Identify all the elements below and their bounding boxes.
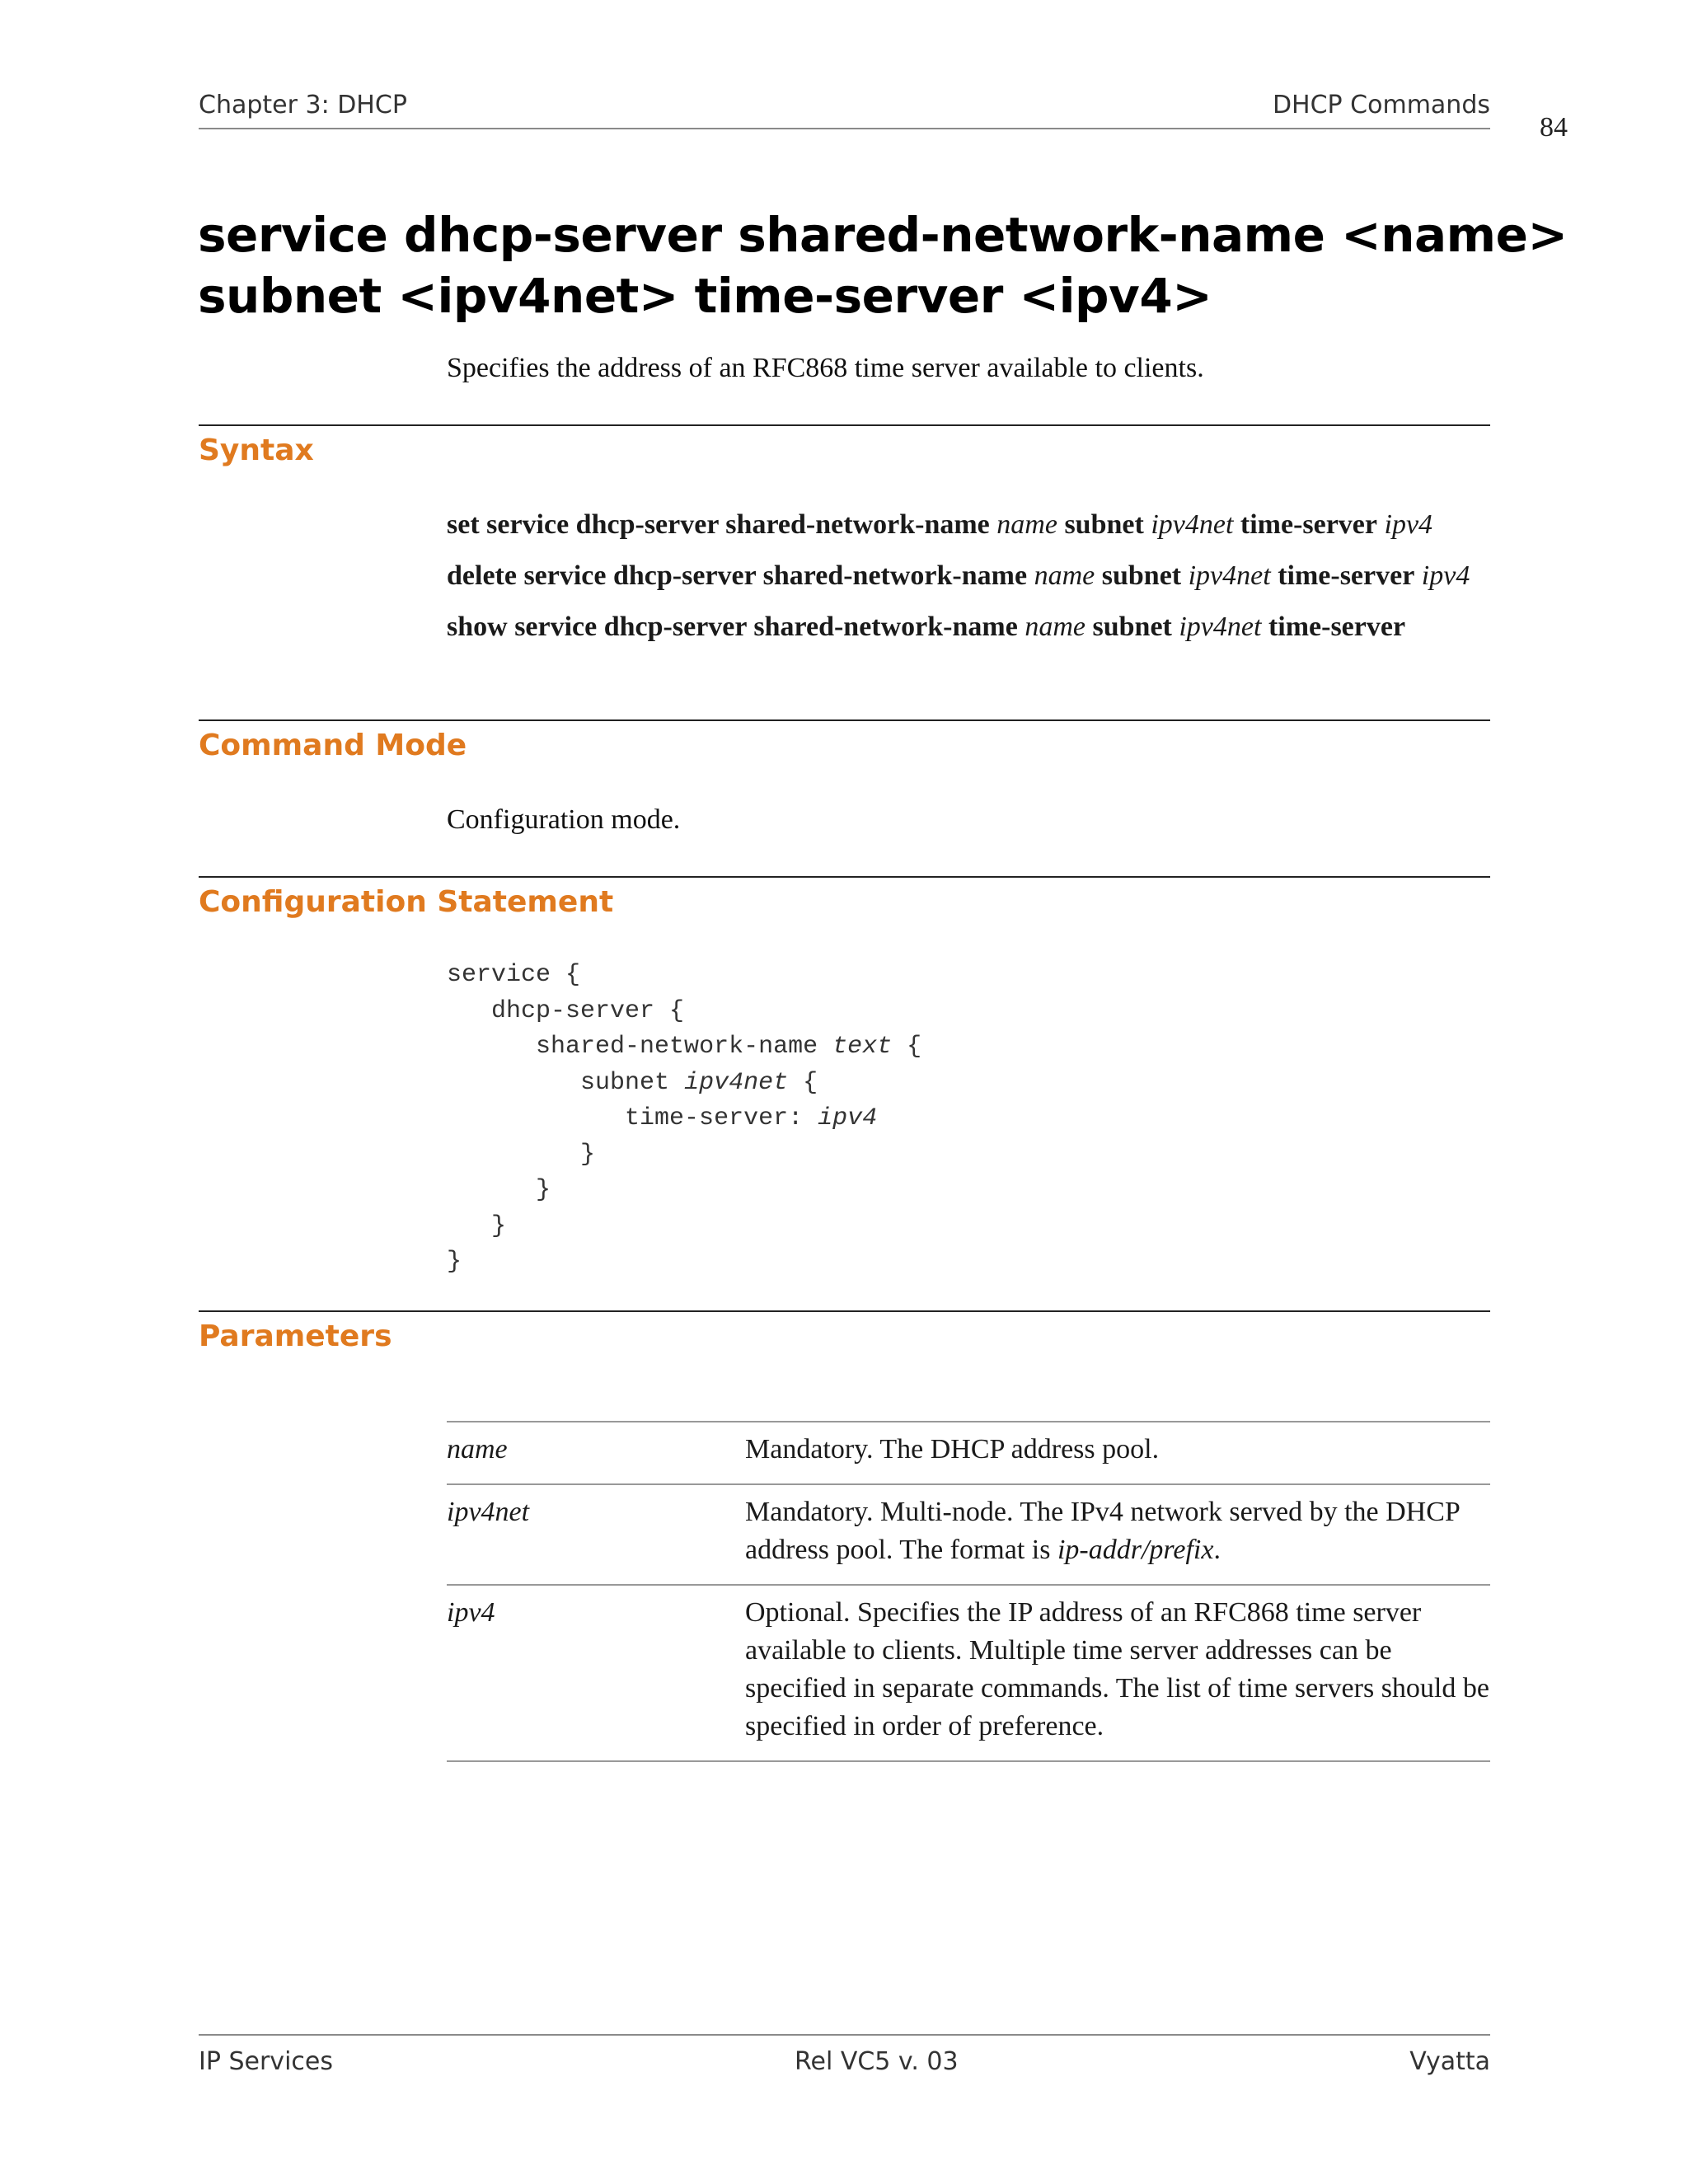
code-line: shared-network-name text { — [536, 1033, 922, 1061]
syntax-keyword: subnet — [1101, 560, 1182, 591]
code-text: shared-network-name — [536, 1033, 818, 1061]
syntax-command: delete service dhcp-server shared-network-name — [447, 560, 1028, 591]
syntax-argument: ipv4 — [1421, 560, 1470, 591]
code-argument: ipv4 — [818, 1104, 878, 1132]
syntax-argument: ipv4net — [1188, 560, 1271, 591]
syntax-command: show service dhcp-server shared-network-name — [447, 612, 1018, 642]
section-rule-syntax — [199, 424, 1490, 426]
syntax-argument: name — [1025, 612, 1085, 642]
parameter-row — [447, 1586, 1490, 1762]
command-summary: Specifies the address of an RFC868 time server available to clients. — [447, 353, 1204, 383]
syntax-show-line — [447, 608, 1490, 646]
header-rule — [199, 128, 1490, 129]
parameter-description-text: . — [1213, 1535, 1221, 1565]
parameter-row — [447, 1485, 1490, 1586]
code-argument: text — [832, 1033, 893, 1061]
footer-publisher: Vyatta — [1409, 2047, 1490, 2076]
syntax-keyword: subnet — [1064, 509, 1144, 540]
parameter-description: Mandatory. The DHCP address pool. — [745, 1434, 1160, 1465]
code-line — [447, 1176, 551, 1204]
code-line — [447, 997, 684, 1025]
page-title-line-2: subnet <ipv4net> time-server <ipv4> — [198, 268, 1212, 324]
section-heading-parameters: Parameters — [199, 1319, 392, 1353]
section-heading-command-mode: Command Mode — [199, 729, 467, 762]
parameters-table — [447, 1421, 1490, 1762]
syntax-argument: ipv4 — [1384, 509, 1433, 540]
page-number: 84 — [1540, 112, 1568, 143]
syntax-set-line — [447, 506, 1490, 544]
syntax-argument: name — [1034, 560, 1095, 591]
code-text: dhcp-server { — [491, 996, 685, 1025]
syntax-block — [447, 506, 1490, 646]
section-rule-configuration-statement — [199, 876, 1490, 878]
command-mode-text: Configuration mode. — [447, 804, 681, 835]
parameter-row — [447, 1422, 1490, 1485]
page-title-line-1: service dhcp-server shared-network-name <name> — [198, 207, 1568, 263]
syntax-delete-line — [447, 557, 1490, 595]
syntax-argument: ipv4net — [1151, 509, 1234, 540]
parameter-name: ipv4 — [447, 1597, 495, 1628]
footer-release: Rel VC5 v. 03 — [795, 2047, 959, 2076]
section-heading-syntax: Syntax — [199, 434, 314, 467]
footer-document-title: IP Services — [199, 2047, 333, 2076]
running-header-section: DHCP Commands — [1272, 91, 1490, 120]
section-rule-parameters — [199, 1310, 1490, 1312]
code-line — [447, 1141, 595, 1169]
code-argument: ipv4net — [684, 1068, 789, 1097]
parameter-format: ip-addr/prefix — [1057, 1535, 1214, 1565]
code-line — [447, 1104, 877, 1132]
parameter-description — [745, 1493, 1490, 1569]
footer-rule — [199, 2034, 1490, 2036]
section-rule-command-mode — [199, 719, 1490, 721]
code-line — [447, 1212, 506, 1240]
syntax-keyword: time-server — [1240, 509, 1377, 540]
code-text: } — [536, 1176, 551, 1204]
configuration-code-block — [447, 958, 921, 1281]
code-text: } — [580, 1140, 596, 1169]
code-text: time-server: — [625, 1104, 804, 1132]
code-text: subnet — [580, 1068, 670, 1097]
code-text: } — [491, 1212, 507, 1240]
syntax-keyword: subnet — [1092, 612, 1172, 642]
running-header-chapter: Chapter 3: DHCP — [199, 91, 407, 120]
syntax-argument: name — [996, 509, 1057, 540]
parameter-name: ipv4net — [447, 1497, 530, 1527]
code-line: } — [447, 1248, 462, 1276]
parameter-name: name — [447, 1434, 508, 1465]
section-heading-configuration-statement: Configuration Statement — [199, 885, 614, 919]
code-line: subnet ipv4net { — [580, 1068, 818, 1097]
syntax-command: set service dhcp-server shared-network-name — [447, 509, 990, 540]
syntax-keyword: time-server — [1278, 560, 1415, 591]
parameter-description-text: Mandatory. Multi-node. The IPv4 network served by the DHCP address pool. The format is — [745, 1497, 1460, 1565]
code-line: service { — [447, 961, 581, 989]
page-title — [198, 204, 1568, 326]
syntax-argument: ipv4net — [1179, 612, 1262, 642]
syntax-keyword: time-server — [1268, 612, 1406, 642]
parameter-description: Optional. Specifies the IP address of an RFC868 time server available to clients. Multiple time server addresses can be specified in separate commands. The list of time servers should be specified in order of preference. — [745, 1597, 1489, 1741]
